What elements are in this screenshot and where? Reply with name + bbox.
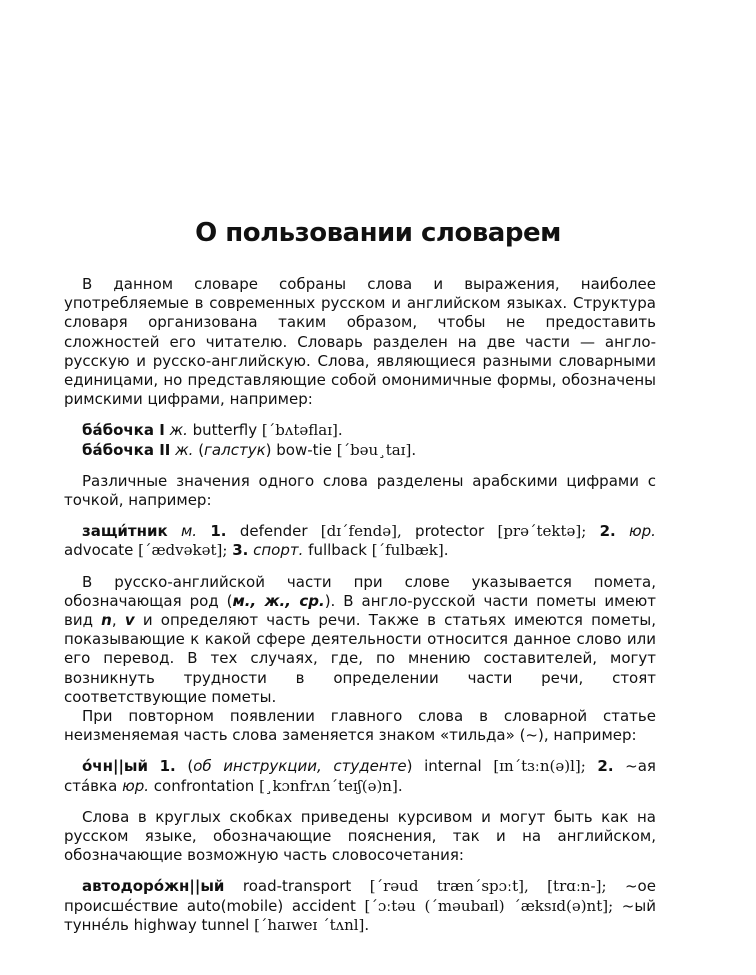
text-run: В русско-английской части при слове указывается помета, обозначающая род ( [64, 572, 656, 610]
example-block-homonyms [64, 421, 656, 459]
headword: ба́бочка I [82, 421, 165, 440]
transcription: [dɪ´fendə], [320, 522, 402, 541]
translation: internal [424, 757, 482, 776]
paragraph-tilde [64, 707, 656, 745]
sense-number: 1. [210, 522, 227, 541]
usage-label: юр. [629, 522, 656, 541]
text-run: ), например: [538, 726, 637, 745]
tilde-sign: ~ [525, 726, 538, 745]
transcription: [¸kɔnfrʌn´teɪʃ(ə)n]. [259, 776, 403, 795]
page-title: О пользовании словарем [195, 218, 561, 248]
grammar-mark: м. [180, 522, 198, 541]
grammar-mark: ж. [169, 421, 188, 440]
paragraph-brackets: Слова в круглых скобках приведены курсивом и могут быть как на русском языке, обозначающие пояснения, так и на английском, обозначающие возможную часть словосочетания: [64, 807, 656, 865]
transcription: [´haɪweɪ ´tʌnl]. [254, 915, 370, 934]
usage-label: юр. [122, 776, 149, 795]
usage-label: спорт. [253, 541, 304, 560]
text-run: и определяют часть речи. Также в статьях имеются пометы, показывающие к какой сфере деятельности относится данное слово или его перевод. В тех случаях, где, по мнению составителей, могут возникнуть трудности в определении части речи, стоят соответствующие пометы. [64, 611, 656, 706]
translation: defender [239, 522, 308, 541]
translation: butterfly [192, 421, 258, 440]
sense-number: 1. [159, 757, 176, 776]
transcription: [´ɔːtəu (´məubaɪl) ´æksɪd(ə)nt]; [364, 896, 614, 915]
translation: confrontation [153, 776, 255, 795]
derived-phrase: ~ая ста́вка [64, 757, 656, 795]
sense-number: 2. [597, 757, 614, 776]
headword: защи́тник [82, 522, 168, 541]
dictionary-entry [64, 877, 656, 935]
translation: advocate [64, 541, 134, 560]
translation: auto(mobile) accident [186, 896, 356, 915]
paragraph-meanings: Различные значения одного слова разделены арабскими цифрами с точкой, например: [64, 471, 656, 510]
translation: fullback [308, 541, 367, 560]
transcription: [´bʌtəflaɪ]. [261, 421, 343, 440]
gloss: об инструкции, студенте [193, 757, 407, 776]
headword: о́чн||ый [82, 757, 148, 776]
mark-verb: v [124, 611, 135, 630]
paragraph-intro: В данном словаре собраны слова и выражения, наиболее употребляемые в современных русском и английском языках. Структура словаря организована таким образом, чтобы не предоставить сложностей его читателю. Словарь разделен на две части — англо-русскую и русско-английскую. Слова, являющиеся разными словарными единицами, но представляющие собой омонимичные формы, обозначены римскими цифрами, например: [64, 275, 656, 409]
headword: автодоро́жн||ый [82, 877, 225, 896]
mark-noun: n [101, 611, 112, 630]
derived-phrase: ~ый туннéль [64, 896, 656, 934]
headword: ба́бочка II [82, 440, 171, 459]
text-run: , [111, 611, 125, 630]
transcription: [´rəud træn´spɔːt], [trɑːn-]; [369, 877, 607, 896]
grammar-mark: ж. [175, 440, 194, 459]
transcription: [prə´tektə]; [497, 522, 587, 541]
transcription: [´fulbæk]. [371, 541, 449, 560]
sense-number: 3. [232, 541, 249, 560]
text-body [64, 275, 656, 935]
translation: road-transport [242, 877, 352, 896]
transcription: [´ædvəkət]; [138, 541, 228, 560]
dictionary-entry [64, 421, 656, 440]
derived-phrase: ~ое происше́ствие [64, 877, 656, 915]
dictionary-entry [64, 522, 656, 560]
paragraph-marks [64, 573, 656, 707]
text-run: При повторном появлении главного слова в словарной статье неизменяемая часть слова заменяется знаком «тильда» ( [64, 707, 656, 745]
gender-marks: м., ж., ср. [232, 591, 325, 610]
dictionary-entry: ба́бочка II ж. (галстук) bow-tie [´bəu¸taɪ]. [82, 440, 417, 459]
translation: bow-tie [276, 440, 332, 459]
sense-number: 2. [599, 522, 616, 541]
translation: protector [415, 522, 485, 541]
transcription: [´bəu¸taɪ]. [336, 440, 417, 459]
dictionary-entry: о́чн||ый 1. (об инструкции, студенте) internal [ɪn´tɜːn(ə)l]; 2. ~ая ста́вка юр. confrontation [¸kɔnfrʌn´teɪʃ(ə)n]. [64, 757, 656, 795]
translation: highway tunnel [133, 915, 250, 934]
gloss: галстук [204, 440, 266, 459]
transcription: [ɪn´tɜːn(ə)l]; [493, 757, 586, 776]
text-run: ). В англо-русской части пометы имеют вид [64, 591, 656, 630]
